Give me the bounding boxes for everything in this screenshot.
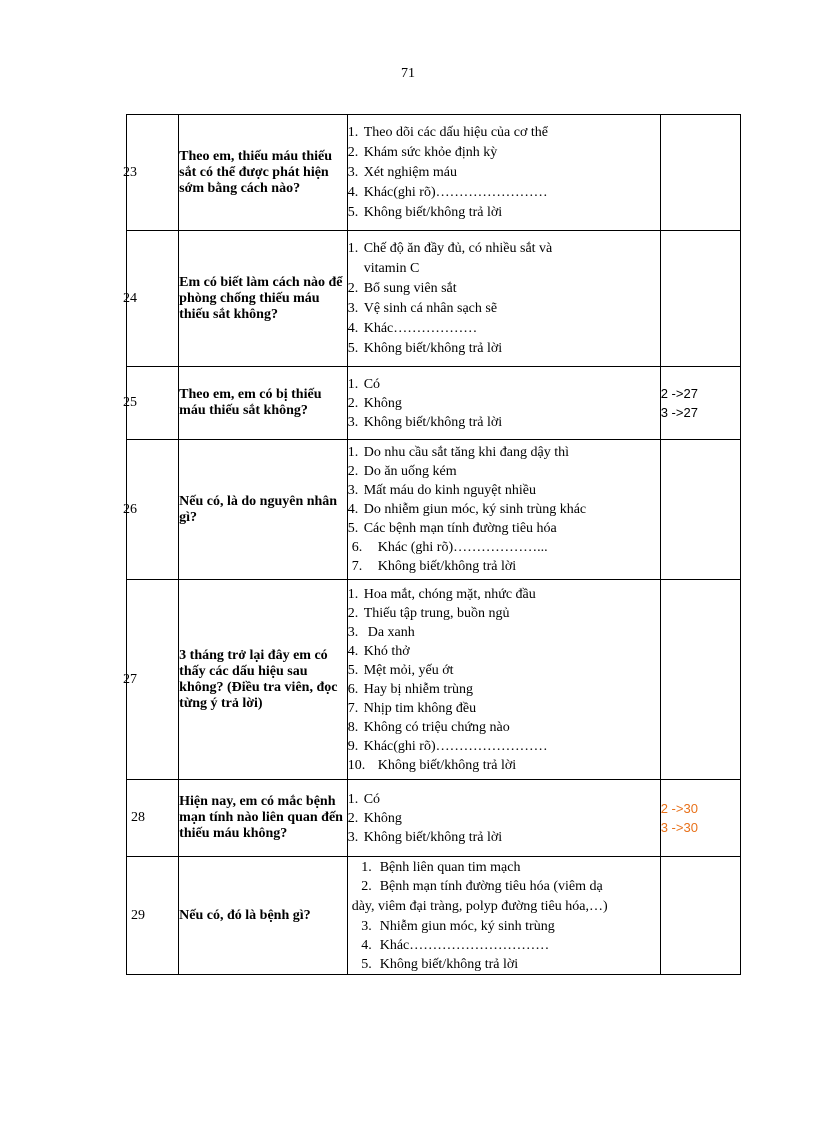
table-row	[127, 231, 741, 367]
list-item: 4. Khác…………………………	[361, 937, 550, 953]
list-item: 1. Hoa mắt, chóng mặt, nhức đầu	[347, 586, 536, 602]
table-row	[127, 780, 741, 857]
list-item: 10. Không biết/không trả lời	[347, 757, 517, 773]
skip-instruction	[660, 580, 740, 780]
table-row	[127, 440, 741, 580]
question-number: 24	[127, 231, 179, 367]
list-item: 1. Do nhu cầu sắt tăng khi đang dậy thì	[347, 445, 569, 460]
list-item: 7. Nhịp tim không đều	[347, 700, 477, 716]
skip-instruction	[660, 440, 740, 580]
list-item: 5. Không biết/không trả lời	[347, 340, 503, 356]
list-item: 5. Các bệnh mạn tính đường tiêu hóa	[347, 521, 557, 536]
table-row	[127, 580, 741, 780]
list-item: 1. Có	[347, 791, 381, 807]
question-number: 25	[127, 367, 179, 440]
skip-rule: 2 ->27	[660, 386, 698, 401]
list-item: 3. Mất máu do kinh nguyệt nhiều	[347, 483, 536, 498]
list-item: 3. Da xanh	[347, 624, 415, 640]
question-text: Theo em, em có bị thiếu máu thiếu sắt không?	[179, 367, 348, 440]
questionnaire-table	[123, 114, 741, 975]
table-row	[127, 115, 741, 231]
list-item: 6. Hay bị nhiễm trùng	[347, 681, 473, 697]
list-item: 4. Khác(ghi rõ)……………………	[347, 184, 548, 200]
question-text: Nếu có, là do nguyên nhân gì?	[179, 440, 348, 580]
list-item: 3. Không biết/không trả lời	[347, 829, 503, 845]
list-item: 2. Không	[347, 395, 402, 411]
skip-instruction	[660, 857, 740, 975]
answer-options	[347, 115, 660, 231]
answer-options	[347, 440, 660, 580]
list-item: 5. Không biết/không trả lời	[347, 204, 503, 220]
question-number: 26	[127, 440, 179, 580]
table-row	[127, 367, 741, 440]
answer-options	[347, 780, 660, 857]
list-item: 3. Nhiễm giun móc, ký sinh trùng	[361, 918, 555, 934]
question-text: Nếu có, đó là bệnh gì?	[179, 857, 348, 975]
list-item: 4. Khó thở	[347, 643, 410, 659]
skip-instruction	[660, 115, 740, 231]
list-item: 4. Do nhiễm giun móc, ký sinh trùng khác	[347, 502, 587, 517]
question-text: Em có biết làm cách nào để phòng chống thiếu máu thiếu sắt không?	[179, 231, 348, 367]
list-item: 2. Bổ sung viên sắt	[347, 280, 457, 296]
answer-options	[347, 857, 660, 975]
skip-rule: 3 ->30	[660, 820, 698, 835]
skip-instruction	[660, 780, 740, 857]
question-text: Theo em, thiếu máu thiếu sắt có thể được phát hiện sớm bằng cách nào?	[179, 115, 348, 231]
list-item: 6. Khác (ghi rõ)………………...	[351, 540, 548, 555]
list-item: 7. Không biết/không trả lời	[351, 559, 517, 574]
skip-instruction	[660, 231, 740, 367]
list-item: 2. Không	[347, 810, 402, 826]
answer-options	[347, 367, 660, 440]
list-item: 1. Theo dõi các dấu hiệu của cơ thể	[347, 124, 548, 140]
answer-options	[347, 580, 660, 780]
table-row	[127, 857, 741, 975]
skip-rule: 2 ->30	[660, 801, 698, 816]
list-item: 4. Khác………………	[347, 320, 478, 336]
list-item: 2. Do ăn uống kém	[347, 464, 457, 479]
skip-rule: 3 ->27	[660, 405, 698, 420]
list-item: 8. Không có triệu chứng nào	[347, 719, 510, 735]
list-item: 3. Xét nghiệm máu	[347, 164, 458, 180]
question-number: 29	[127, 857, 179, 975]
question-number: 23	[127, 115, 179, 231]
list-item: 1. Chế độ ăn đầy đủ, có nhiều sắt và vitamin C	[347, 240, 553, 276]
list-item: 1. Bệnh liên quan tim mạch	[361, 859, 521, 875]
question-number: 27	[127, 580, 179, 780]
list-item: 1. Có	[347, 376, 381, 392]
list-item: 9. Khác(ghi rõ)……………………	[347, 738, 548, 754]
list-item: 5. Không biết/không trả lời	[361, 956, 519, 972]
question-number: 28	[127, 780, 179, 857]
page-number: 71	[401, 66, 415, 81]
list-item: 2. Thiếu tập trung, buồn ngủ	[347, 605, 510, 621]
list-item: 3. Không biết/không trả lời	[347, 414, 503, 430]
skip-instruction	[660, 367, 740, 440]
list-item: 2. Khám sức khỏe định kỳ	[347, 144, 498, 160]
list-item: 3. Vệ sinh cá nhân sạch sẽ	[347, 300, 498, 316]
list-item: 2. Bệnh mạn tính đường tiêu hóa (viêm dạ dày, viêm đại tràng, polyp đường tiêu hóa,…)	[351, 878, 608, 914]
list-item: 5. Mệt mỏi, yếu ớt	[347, 662, 454, 678]
question-text: 3 tháng trở lại đây em có thấy các dấu hiệu sau không? (Điều tra viên, đọc từng ý trả lời)	[179, 580, 348, 780]
question-text: Hiện nay, em có mắc bệnh mạn tính nào liên quan đến thiếu máu không?	[179, 780, 348, 857]
answer-options	[347, 231, 660, 367]
